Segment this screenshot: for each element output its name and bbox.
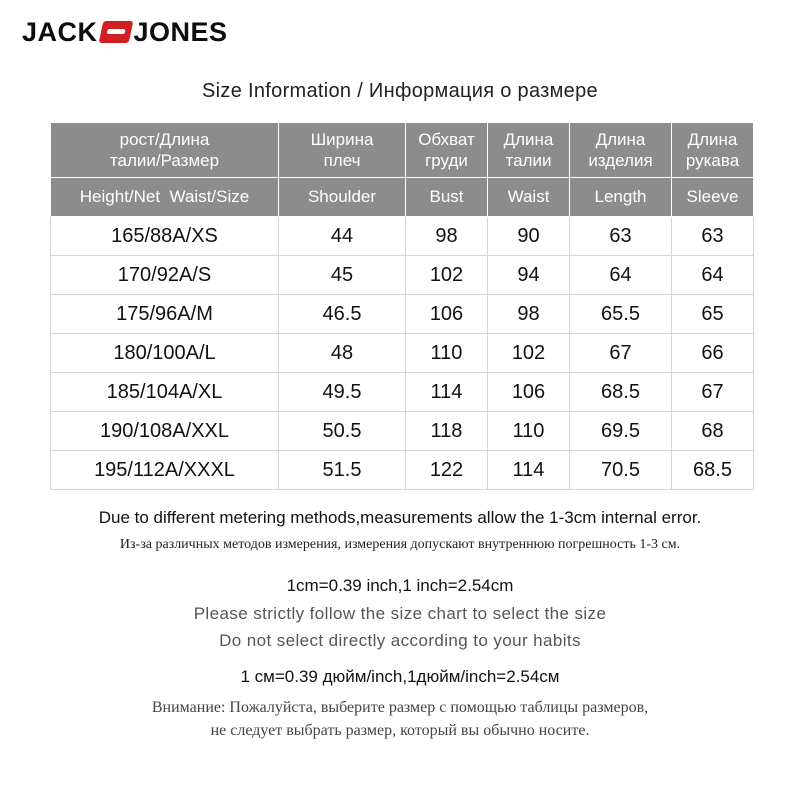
header-cell-en: Length (570, 178, 672, 217)
follow-chart-note: Please strictly follow the size chart to select the size (193, 604, 607, 623)
measurement-cell: 102 (406, 256, 488, 295)
measurement-cell: 51.5 (279, 451, 406, 490)
measurement-cell: 48 (279, 334, 406, 373)
measurement-cell: 110 (406, 334, 488, 373)
size-label-cell: 185/104A/XL (51, 373, 279, 412)
header-cell-ru: Длина изделия (570, 123, 672, 178)
size-label-cell: 170/92A/S (51, 256, 279, 295)
measurement-cell: 106 (488, 373, 570, 412)
size-label-cell: 195/112A/XXXL (51, 451, 279, 490)
measurement-cell: 44 (279, 217, 406, 256)
page-title: Size Information / Информация о размере (202, 80, 598, 102)
measurement-cell: 68.5 (672, 451, 754, 490)
header-cell-en: Bust (406, 178, 488, 217)
measurement-cell: 114 (406, 373, 488, 412)
table-row (51, 373, 754, 412)
measurement-error-note-en: Due to different metering methods,measurements allow the 1-3cm internal error. (98, 508, 702, 527)
measurement-cell: 46.5 (279, 295, 406, 334)
measurement-cell: 110 (488, 412, 570, 451)
header-cell-ru: Длина рукава (672, 123, 754, 178)
measurement-cell: 122 (406, 451, 488, 490)
measurement-cell: 50.5 (279, 412, 406, 451)
measurement-error-note-ru: Из-за различных методов измерения, измерения допускают внутреннюю погрешность 1-3 см. (119, 537, 681, 552)
measurement-cell: 118 (406, 412, 488, 451)
header-cell-en: Sleeve (672, 178, 754, 217)
table-row (51, 451, 754, 490)
header-cell-en: Waist (488, 178, 570, 217)
header-cell-en: Shoulder (279, 178, 406, 217)
measurement-cell: 98 (488, 295, 570, 334)
measurement-cell: 69.5 (570, 412, 672, 451)
attention-note-line-1: Внимание: Пожалуйста, выберите размер с помощью таблицы размеров, (151, 699, 649, 716)
table-row (51, 295, 754, 334)
unit-conversion-en: 1cm=0.39 inch,1 inch=2.54cm (286, 576, 514, 595)
measurement-cell: 94 (488, 256, 570, 295)
measurement-cell: 66 (672, 334, 754, 373)
measurement-cell: 106 (406, 295, 488, 334)
table-row (51, 217, 754, 256)
measurement-cell: 67 (672, 373, 754, 412)
measurement-cell: 63 (570, 217, 672, 256)
measurement-cell: 70.5 (570, 451, 672, 490)
measurement-cell: 64 (672, 256, 754, 295)
measurement-cell: 49.5 (279, 373, 406, 412)
header-cell-ru: Обхват груди (406, 123, 488, 178)
unit-conversion-ru: 1 см=0.39 дюйм/inch,1дюйм/inch=2.54см (240, 667, 560, 686)
measurement-cell: 63 (672, 217, 754, 256)
measurement-cell: 102 (488, 334, 570, 373)
measurement-cell: 90 (488, 217, 570, 256)
measurement-cell: 65.5 (570, 295, 672, 334)
table-row (51, 334, 754, 373)
measurement-cell: 68.5 (570, 373, 672, 412)
header-row-english (51, 178, 754, 217)
header-cell-ru: Длина талии (488, 123, 570, 178)
table-row (51, 412, 754, 451)
measurement-cell: 65 (672, 295, 754, 334)
header-cell-en: Height/Net Waist/Size (51, 178, 279, 217)
size-label-cell: 175/96A/M (51, 295, 279, 334)
measurement-cell: 98 (406, 217, 488, 256)
measurement-cell: 67 (570, 334, 672, 373)
header-cell-ru: Ширина плеч (279, 123, 406, 178)
brand-logo-right-text: JONES (133, 16, 228, 47)
size-label-cell: 190/108A/XXL (51, 412, 279, 451)
brand-logo (22, 18, 228, 46)
brand-flag-icon (98, 21, 133, 43)
measurement-cell: 114 (488, 451, 570, 490)
measurement-cell: 64 (570, 256, 672, 295)
header-cell-ru: рост/Длина талии/Размер (51, 123, 279, 178)
measurement-cell: 68 (672, 412, 754, 451)
size-chart-table (50, 122, 754, 490)
table-row (51, 256, 754, 295)
header-row-russian (51, 123, 754, 178)
size-label-cell: 165/88A/XS (51, 217, 279, 256)
measurement-cell: 45 (279, 256, 406, 295)
size-chart-body (51, 217, 754, 490)
attention-note-line-2: не следует выбрать размер, который вы обычно носите. (210, 722, 590, 739)
brand-logo-left-text: JACK (22, 16, 98, 47)
size-label-cell: 180/100A/L (51, 334, 279, 373)
habits-note: Do not select directly according to your habits (219, 631, 581, 650)
